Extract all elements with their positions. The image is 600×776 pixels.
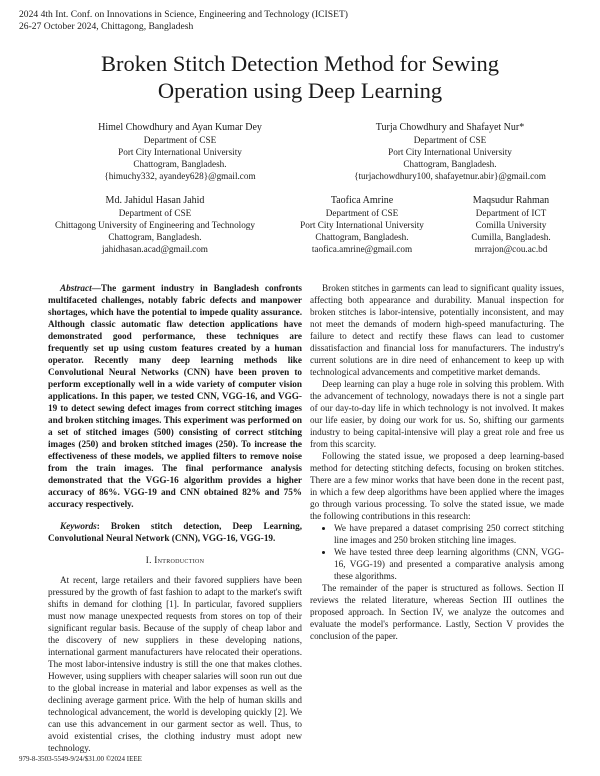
author-block-3	[30, 195, 280, 255]
list-item: • We have prepared a dataset comprising 250 correct stitching line images and 250 broken stitching line images.	[334, 522, 564, 546]
author-name: Turja Chowdhury and Shafayet Nur*	[375, 122, 525, 133]
intro-paragraph-5: The remainder of the paper is structured as follows. Section II reviews the related literature, whereas Section III outlines the proposed approach. In Section IV, we analyze the outcomes and evaluate the model's performance. Lastly, Section V provides the conclusion of the paper.	[310, 583, 564, 641]
author-name: Taofica Amrine	[330, 195, 394, 206]
author-email: mrrajon@cou.ac.bd	[474, 244, 548, 254]
right-column	[310, 282, 564, 642]
author-block-2	[330, 122, 570, 182]
contribution-list	[310, 522, 564, 582]
conference-name: 2024 4th Int. Conf. on Innovations in Science, Engineering and Technology (ICISET)	[19, 9, 349, 20]
author-block-5	[446, 195, 576, 255]
keywords-label: Keywords	[60, 521, 97, 531]
left-column	[48, 282, 302, 754]
author-dept: Department of CSE	[118, 208, 192, 218]
author-name: Maqsudur Rahman	[472, 195, 550, 206]
author-city: Cumilla, Bangladesh.	[471, 232, 551, 242]
author-inst: Comilla University	[475, 220, 547, 230]
author-inst: Port City International University	[118, 147, 242, 157]
intro-paragraph-2: Broken stitches in garments can lead to significant quality issues, affecting both appearance and durability. Manual inspection for broken stitches is labor-intensive, potentially inconsistent, and may not meet the demands of modern high-speed manufacturing. The failure to detect and rectify these flaws can lead to customer dissatisfaction and financial loss for manufacturers. The industry's current solutions are in dire need of enhancement to keep up with technological advancements and competitive market demands.	[310, 283, 564, 377]
author-dept: Department of CSE	[143, 135, 217, 145]
keywords	[48, 520, 302, 544]
abstract-label: Abstract	[60, 283, 92, 293]
author-inst: Chittagong University of Engineering and Technology	[55, 220, 255, 230]
paper-title: Broken Stitch Detection Method for Sewing Operation using Deep Learning	[100, 51, 500, 103]
author-email: {turjachowdhury100, shafayetnur.abir}@gmail.com	[354, 171, 546, 181]
author-email: jahidhasan.acad@gmail.com	[102, 244, 208, 254]
author-city: Chattogram, Bangladesh.	[108, 232, 202, 242]
copyright-footer: 979-8-3503-5549-9/24/$31.00 ©2024 IEEE	[19, 755, 142, 763]
author-inst: Port City International University	[388, 147, 512, 157]
keywords-text: : Broken stitch detection, Deep Learning, Convolutional Neural Network (CNN), VGG-16, VGG-19.	[48, 521, 302, 543]
author-dept: Department of CSE	[413, 135, 487, 145]
author-block-4	[282, 195, 442, 255]
author-block-1	[70, 122, 290, 182]
conference-date: 26-27 October 2024, Chittagong, Bangladesh	[19, 21, 194, 32]
author-name: Md. Jahidul Hasan Jahid	[105, 195, 205, 206]
author-dept: Department of ICT	[475, 208, 547, 218]
section-heading-introduction: I. Introduction	[145, 555, 205, 565]
intro-paragraph-4: Following the stated issue, we proposed a deep learning-based method for detecting stitching defects, focusing on broken stitches. There are a few minor works that have been done in the recent past, in which a few deep algorithms have been applied where the images go through various processing. To solve the stated issue, we made the following contributions in this research:	[310, 451, 564, 521]
author-city: Chattogram, Bangladesh.	[403, 159, 497, 169]
author-name: Himel Chowdhury and Ayan Kumar Dey	[98, 122, 262, 133]
conference-header	[19, 9, 348, 33]
abstract	[48, 282, 302, 510]
author-email: {himuchy332, ayandey628}@gmail.com	[104, 171, 256, 181]
author-inst: Port City International University	[300, 220, 424, 230]
intro-paragraph-3: Deep learning can play a huge role in solving this problem. With the advancement of technology, nowadays there is not a single part of our day-to-day life in which technology is not involved. It makes our life easier, by doing our work for us. So, shifting our garments industry to being capital-intensive will play a great role and free us from this scarcity.	[310, 379, 564, 449]
author-city: Chattogram, Bangladesh.	[133, 159, 227, 169]
author-city: Chattogram, Bangladesh.	[315, 232, 409, 242]
list-item: • We have tested three deep learning algorithms (CNN, VGG-16, VGG-19) and presented a comparative analysis among these algorithms.	[334, 546, 564, 582]
intro-paragraph-1: At recent, large retailers and their favored suppliers have been pressured by the growth of fast fashion to adapt to the market's swift shifts in demand for clothing [1]. In particular, favored suppliers must now manage unexpected requests from stores on top of their significant regular basis. Because of the supply of cheap labor and the discovery of new suppliers in these developing nations, international garment manufacturers have relocated their operations. The most labor-intensive industry is still the one that makes clothes. However, using suppliers with cheaper salaries will soon run out due to the global increase in material and labor expenses as well as the declining average garment price. With the help of human skills and technological advancement, the world is developing quickly [2]. We can use this advancement in our garment sector as well. Thus, to avoid existential crises, the clothing industry must adopt new technology.	[48, 575, 302, 753]
abstract-text: —The garment industry in Bangladesh confronts multifaceted challenges, notably fabric defects and manpower shortages, which have the potential to impede quality assurance. Although classic automatic flaw detection applications have demonstrated good performance, these techniques are frequently set up using custom features created by a human operator. Recently many deep learning methods like Convolutional Neural Networks (CNN) have been proven to perform exceptionally well in a wide variety of computer vision applications. In this paper, we tested CNN, VGG-16, and VGG-19 to detect sewing defect images from correct stitching images and broken stitching images. This experiment was performed on a set of stitched images (500) consisting of correct stitching images (250) and broken stitched images (250). To increase the effectiveness of these models, we applied filters to remove noise from the train images. The final performance analysis demonstrated that the VGG-16 algorithm provides a higher accuracy of 86%. VGG-19 and CNN obtained 82% and 75% accuracy respectively.	[48, 283, 302, 509]
author-email: taofica.amrine@gmail.com	[311, 244, 413, 254]
author-dept: Department of CSE	[325, 208, 399, 218]
